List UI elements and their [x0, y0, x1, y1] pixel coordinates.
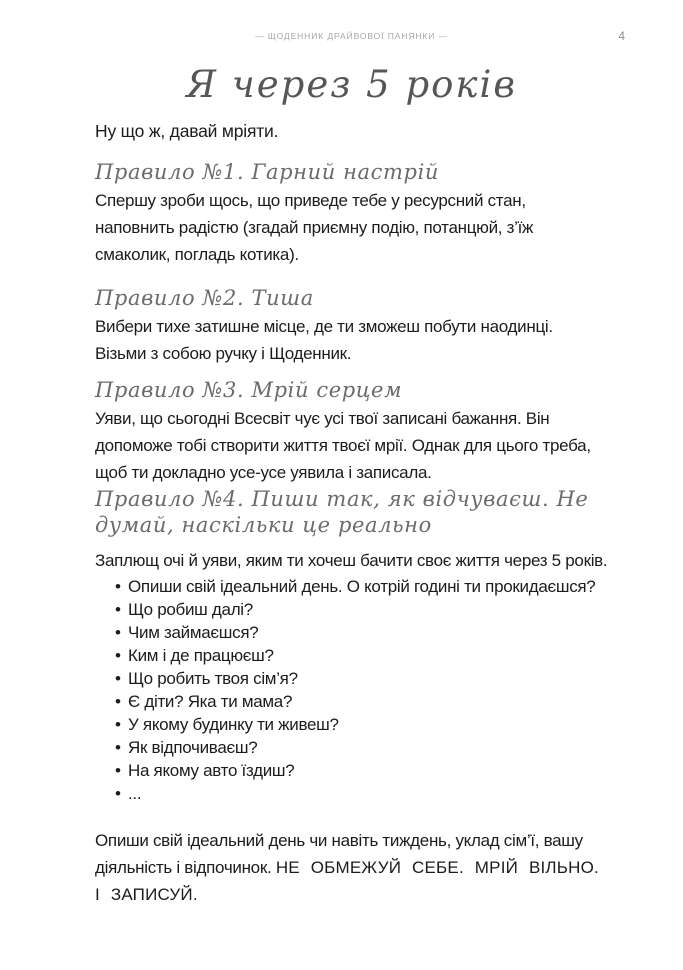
list-item: • Ким і де працюєш? [115, 644, 608, 667]
running-header: — ЩОДЕННИК ДРАЙВОВОЇ ПАНЯНКИ — [255, 31, 448, 41]
list-item: • У якому будинку ти живеш? [115, 713, 608, 736]
list-item: • Як відпочиваєш? [115, 736, 608, 759]
list-item: • Чим займаєшся? [115, 621, 608, 644]
outro-text: Опиши свій ідеальний день чи навіть тиждень, уклад сім’ї, вашу діяльність і відпочинок. [95, 831, 583, 877]
rule-3-text: Уяви, що сьогодні Всесвіт чує усі твої записані бажання. Він допоможе тобі створити життя твоєї мрії. Однак для цього треба, щоб ти докладно усе-усе уявила і записала. [95, 409, 591, 482]
exercise-intro: Заплющ очі й уяви, яким ти хочеш бачити своє життя через 5 років. [95, 551, 608, 570]
rule-1-heading: Правило №1. Гарний настрій [95, 160, 440, 184]
intro-text: Ну що ж, давай мріяти. [95, 121, 279, 141]
rule-4-heading: Правило №4. Пиши так, як відчуваєш. Не думай, наскільки це реально [95, 487, 589, 537]
outro-paragraph [95, 827, 608, 908]
list-item: • На якому авто їздиш? [115, 759, 608, 782]
rule-1-text: Спершу зроби щось, що приведе тебе у ресурсний стан, наповнить радістю (згадай приємну подію, потанцюй, з’їж смаколик, погладь котика). [95, 191, 534, 264]
rule-2-heading: Правило №2. Тиша [95, 286, 314, 310]
list-item: • Що робиш далі? [115, 598, 608, 621]
outro-caps-text: НЕ ОБМЕЖУЙ СЕБЕ. МРІЙ ВІЛЬНО. І ЗАПИСУЙ. [95, 858, 599, 904]
page-content [95, 0, 608, 908]
rule-2-text: Вибери тихе затишне місце, де ти зможеш побути наодинці. Візьми з собою ручку і Щоденник. [95, 317, 553, 363]
list-item: • ... [115, 782, 608, 805]
list-item: • Що робить твоя сім’я? [115, 667, 608, 690]
rule-3-heading: Правило №3. Мрій серцем [95, 378, 403, 402]
list-item: • Є діти? Яка ти мама? [115, 690, 608, 713]
page-title: Я через 5 років [186, 63, 517, 106]
questions-list [95, 575, 608, 805]
page-number: 4 [618, 29, 625, 43]
list-item: • Опиши свій ідеальний день. О котрій годині ти прокидаєшся? [115, 575, 608, 598]
